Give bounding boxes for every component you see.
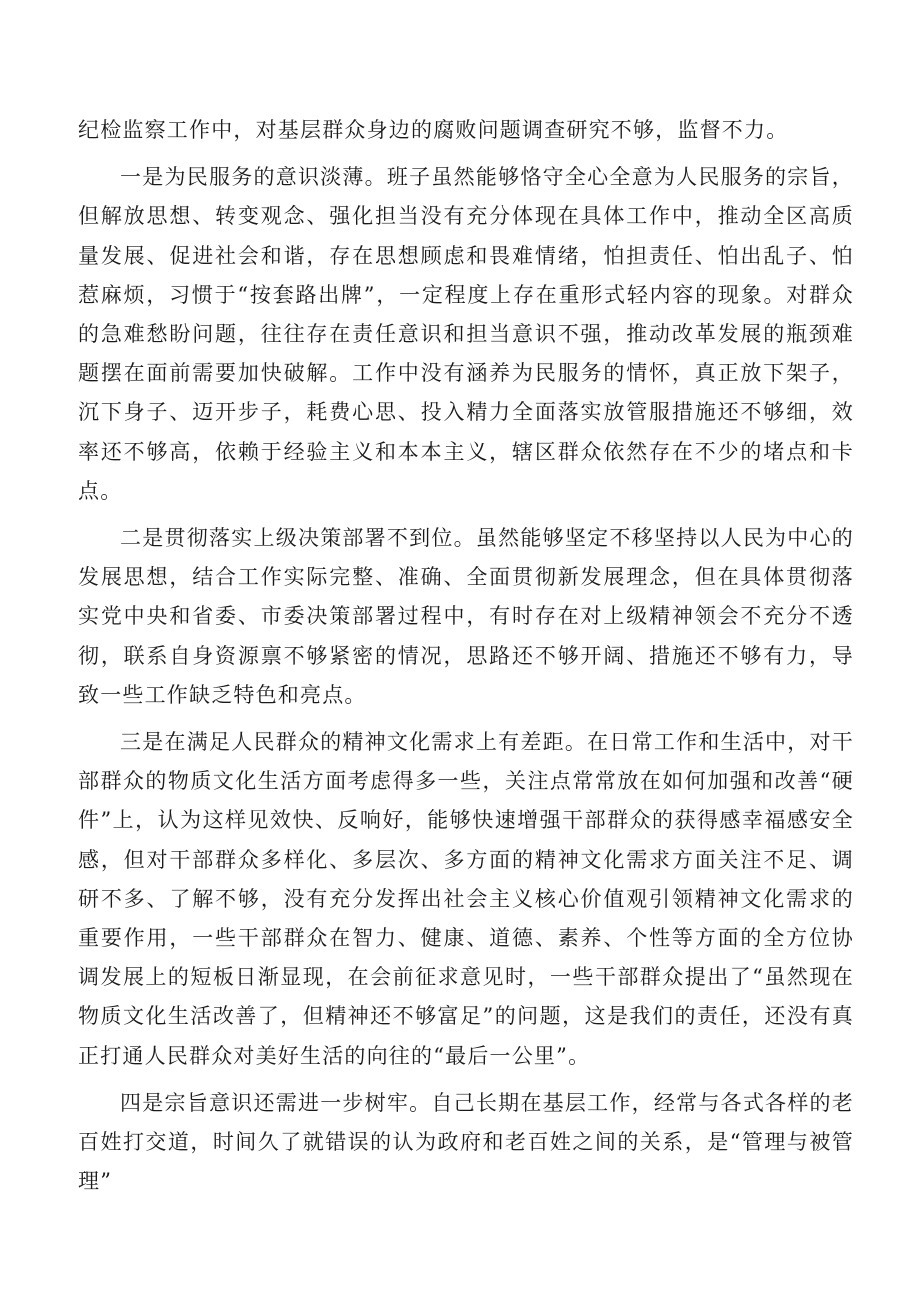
paragraph-point-3: 三是在满足人民群众的精神文化需求上有差距。在日常工作和生活中，对干部群众的物质文化生活方面考虑得多一些，关注点常常放在如何加强和改善“硬件”上，认为这样见效快、反响好，能够快速增强干部群众的获得感幸福感安全感，但对干部群众多样化、多层次、多方面的精神文化需求方面关注不足、调研不多、了解不够，没有充分发挥出社会主义核心价值观引领精神文化需求的重要作用，一些干部群众在智力、健康、道德、素养、个性等方面的全方位协调发展上的短板日渐显现，在会前征求意见时，一些干部群众提出了“虽然现在物质文化生活改善了，但精神还不够富足”的问题，这是我们的责任，还没有真正打通人民群众对美好生活的向往的“最后一公里”。 — [78, 730, 854, 1068]
paragraph-continuation: 纪检监察工作中，对基层群众身边的腐败问题调查研究不够，监督不力。 — [78, 118, 789, 142]
document-body — [78, 111, 854, 1201]
paragraph-point-2: 二是贯彻落实上级决策部署不到位。虽然能够坚定不移坚持以人民为中心的发展思想，结合工作实际完整、准确、全面贯彻新发展理念，但在具体贯彻落实党中央和省委、市委决策部署过程中，有时存在对上级精神领会不充分不透彻，联系自身资源禀不够紧密的情况，思路还不够开阔、措施还不够有力，导致一些工作缺乏特色和亮点。 — [78, 526, 854, 707]
paragraph-point-1: 一是为民服务的意识淡薄。班子虽然能够恪守全心全意为人民服务的宗旨，但解放思想、转变观念、强化担当没有充分体现在具体工作中，推动全区高质量发展、促进社会和谐，存在思想顾虑和畏难情绪，怕担责任、怕出乱子、怕惹麻烦，习惯于“按套路出牌”，一定程度上存在重形式轻内容的现象。对群众的急难愁盼问题，往往存在责任意识和担当意识不强，推动改革发展的瓶颈难题摆在面前需要加快破解。工作中没有涵养为民服务的情怀，真正放下架子，沉下身子、迈开步子，耗费心思、投入精力全面落实放管服措施还不够细，效率还不够高，依赖于经验主义和本本主义，辖区群众依然存在不少的堵点和卡点。 — [78, 165, 854, 503]
paragraph-point-4: 四是宗旨意识还需进一步树牢。自己长期在基层工作，经常与各式各样的老百姓打交道，时间久了就错误的认为政府和老百姓之间的关系，是“管理与被管理” — [78, 1090, 854, 1194]
